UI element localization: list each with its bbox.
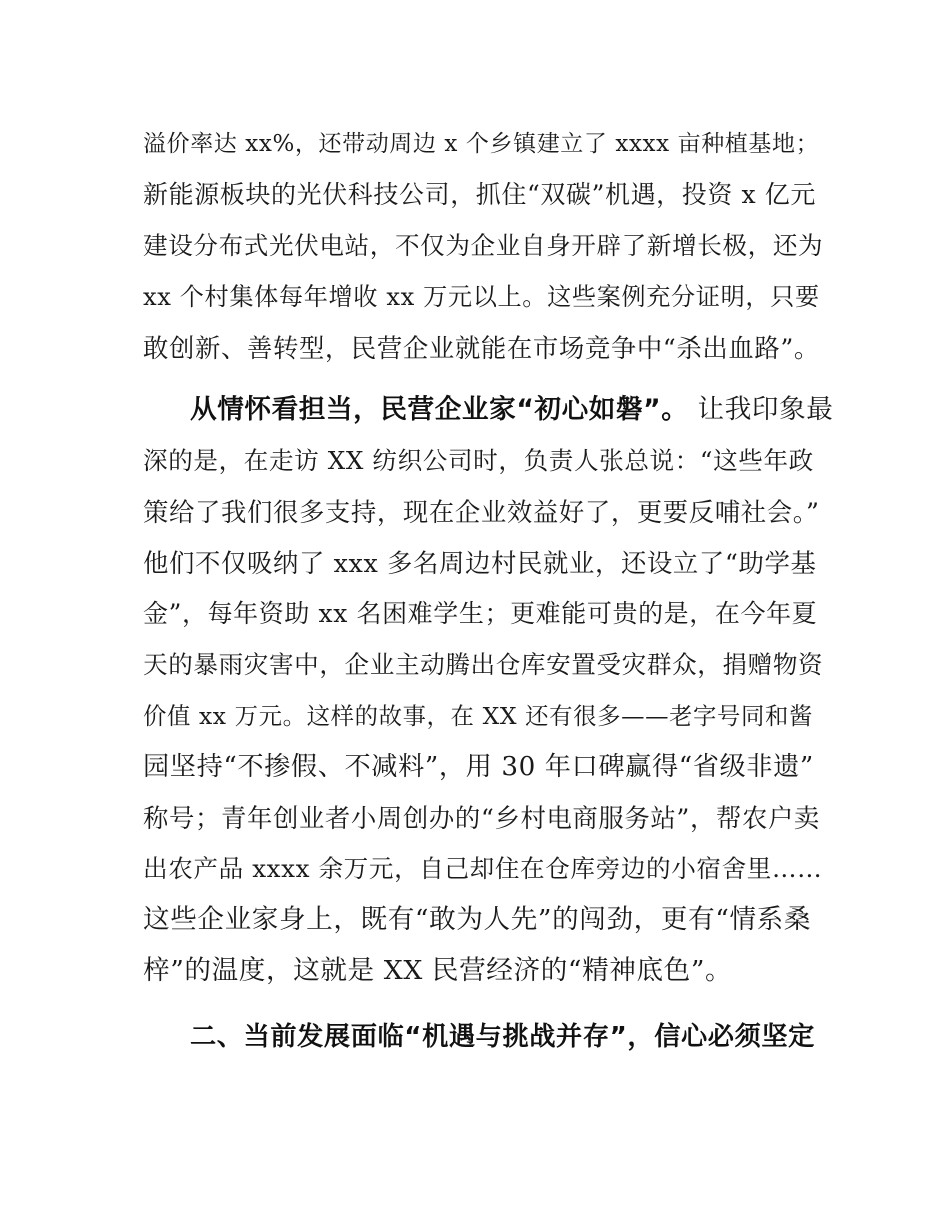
paragraph-2-line-2: 深的是，在走访 XX 纺织公司时，负责人张总说：“这些年政: [143, 446, 814, 475]
paragraph-1-line-1: 溢价率达 xx%，还带动周边 x 个乡镇建立了 xxxx 亩种植基地；: [143, 131, 820, 157]
paragraph-2-lead-bold: 从情怀看担当，民营企业家“初心如磐”。: [190, 394, 689, 425]
paragraph-1-line-3: 建设分布式光伏电站，不仅为企业自身开辟了新增长极，还为: [143, 231, 824, 260]
paragraph-2-line-7: 价值 xx 万元。这样的故事，在 XX 还有很多——老字号同和酱: [143, 702, 814, 730]
paragraph-2-line-3: 策给了我们很多支持，现在企业效益好了，更要反哺社会。”: [143, 497, 820, 527]
paragraph-2-line-12: 梓”的温度，这就是 XX 民营经济的“精神底色”。: [143, 955, 733, 986]
paragraph-2-line-10: 出农产品 xxxx 余万元，自己却住在仓库旁边的小宿舍里……: [143, 854, 823, 883]
paragraph-2-line-11: 这些企业家身上，既有“敢为人先”的闯劲，更有“情系桑: [143, 904, 812, 935]
paragraph-2-line-8: 园坚持“不掺假、不减料”，用 30 年口碑赢得“省级非遗”: [143, 752, 814, 782]
paragraph-1-line-2: 新能源板块的光伏科技公司，抓住“双碳”机遇，投资 x 亿元: [143, 180, 816, 209]
paragraph-2-line-4: 他们不仅吸纳了 xxx 多名周边村民就业，还设立了“助学基: [143, 548, 817, 578]
paragraph-2-line-9: 称号；青年创业者小周创办的“乡村电商服务站”，帮农户卖: [143, 803, 820, 833]
paragraph-2-line-5: 金”，每年资助 xx 名困难学生；更难能可贵的是，在今年夏: [143, 599, 818, 628]
paragraph-1-line-4: xx 个村集体每年增收 xx 万元以上。这些案例充分证明，只要: [143, 283, 820, 311]
paragraph-1-line-5: 敢创新、善转型，民营企业就能在市场竞争中“杀出血路”。: [143, 333, 820, 363]
paragraph-2-line-6: 天的暴雨灾害中，企业主动腾出仓库安置受灾群众，捐赠物资: [143, 650, 824, 679]
paragraph-2-lead-rest: 让我印象最: [688, 394, 834, 425]
paragraph-2-line-1: [190, 390, 870, 430]
section-heading: 二、当前发展面临“机遇与挑战并存”，信心必须坚定: [190, 1022, 815, 1052]
